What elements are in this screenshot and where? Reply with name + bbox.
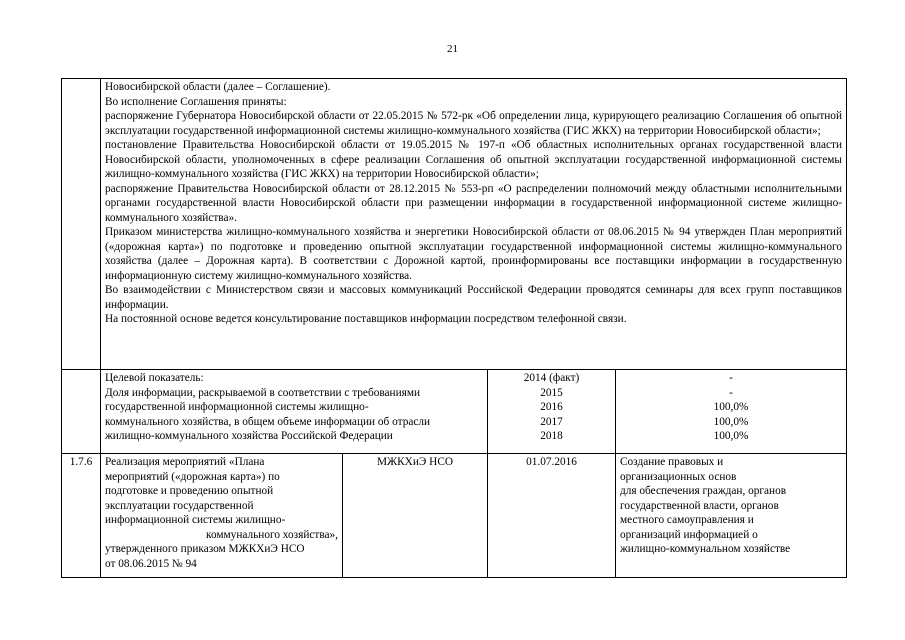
indicator-line: Доля информации, раскрываемой в соответствии с требованиями bbox=[105, 386, 421, 399]
years-cell bbox=[488, 370, 616, 454]
number-cell bbox=[62, 370, 101, 454]
values-cell bbox=[616, 370, 847, 454]
activity-cell bbox=[101, 454, 343, 578]
item-number: 1.7.6 bbox=[62, 454, 101, 578]
description-paragraph: постановление Правительства Новосибирской области от 19.05.2015 № 197-п «Об областных исполнительных органах государственной власти Новосибирской области, уполномоченных в сфере реализации Соглашения об опытной эксплуатации государственной информационной системы жилищно-коммунального хозяйства (ГИС ЖКХ) на территории Новосибирской области»; bbox=[105, 139, 843, 180]
description-paragraph: Новосибирской области (далее – Соглашение). bbox=[105, 81, 331, 93]
indicator-line: жилищно-коммунального хозяйства Российской Федерации bbox=[105, 430, 393, 442]
indicator-value: - bbox=[729, 386, 733, 399]
result-line: местного самоуправления и bbox=[620, 514, 754, 526]
description-cell bbox=[101, 79, 847, 370]
result-line: жилищно-коммунальном хозяйстве bbox=[620, 543, 791, 555]
indicator-line: коммунального хозяйства, в общем объеме информации об отрасли bbox=[105, 415, 431, 428]
table-row bbox=[62, 454, 847, 578]
activity-line: Реализация мероприятий «Плана bbox=[105, 456, 265, 468]
deadline-cell: 01.07.2016 bbox=[488, 454, 616, 578]
number-cell bbox=[62, 79, 101, 370]
year-label: 2014 (факт) bbox=[523, 372, 580, 384]
result-line: Создание правовых и bbox=[620, 456, 724, 468]
indicator-line: Целевой показатель: bbox=[105, 372, 204, 384]
year-label: 2018 bbox=[540, 430, 563, 442]
measures-table bbox=[61, 78, 847, 578]
activity-line: информационной системы жилищно- bbox=[105, 514, 286, 526]
description-paragraph: Приказом министерства жилищно-коммунального хозяйства и энергетики Новосибирской области от 08.06.2015 № 94 утвержден План мероприятий («дорожная карта») по подготовке и проведению опытной эксплуатации государственной информационной системы жилищно-коммунального хозяйства (далее – Дорожная карта). В соответствии с Дорожной картой, проинформированы все поставщики информации в государственную информационную систему жилищно-коммунального хозяйства. bbox=[105, 226, 843, 282]
table-row bbox=[62, 79, 847, 370]
page-number: 21 bbox=[447, 43, 458, 55]
activity-line: мероприятий («дорожная карта») по bbox=[105, 470, 280, 483]
activity-line: подготовке и проведению опытной bbox=[105, 485, 274, 497]
activity-line: от 08.06.2015 № 94 bbox=[105, 557, 197, 570]
indicator-line: государственной информационной системы жилищно- bbox=[105, 401, 369, 413]
table-row bbox=[62, 370, 847, 454]
activity-line: утвержденного приказом МЖКХиЭ НСО bbox=[105, 543, 305, 555]
year-label: 2017 bbox=[540, 415, 563, 428]
result-cell bbox=[616, 454, 847, 578]
activity-line: коммунального хозяйства», bbox=[206, 528, 338, 541]
activity-line: эксплуатации государственной bbox=[105, 499, 254, 512]
year-label: 2016 bbox=[540, 401, 563, 413]
description-paragraph: распоряжение Правительства Новосибирской области от 28.12.2015 № 553-рп «О распределении полномочий между областными исполнительными органами государственной власти Новосибирской области при размещении информации в государственной информационной системе жилищно-коммунального хозяйства». bbox=[105, 182, 843, 224]
indicator-value: 100,0% bbox=[713, 401, 749, 413]
result-line: организаций информацией о bbox=[620, 528, 758, 541]
result-line: государственной власти, органов bbox=[620, 499, 779, 512]
year-label: 2015 bbox=[540, 386, 563, 399]
result-line: для обеспечения граждан, органов bbox=[620, 485, 787, 497]
indicator-value: 100,0% bbox=[713, 430, 749, 442]
description-paragraph: На постоянной основе ведется консультирование поставщиков информации посредством телефонной связи. bbox=[105, 313, 627, 325]
executor-cell: МЖКХиЭ НСО bbox=[343, 454, 488, 578]
description-paragraph: Во взаимодействии с Министерством связи и массовых коммуникаций Российской Федерации проводятся семинары для всех групп поставщиков информации. bbox=[105, 284, 843, 311]
description-paragraph: Во исполнение Соглашения приняты: bbox=[105, 95, 287, 108]
indicator-value: - bbox=[729, 372, 733, 384]
indicator-value: 100,0% bbox=[713, 415, 749, 428]
result-line: организационных основ bbox=[620, 470, 737, 483]
description-paragraph: распоряжение Губернатора Новосибирской области от 22.05.2015 № 572-рк «Об определении лица, курирующего реализацию Соглашения об опытной эксплуатации государственной информационной системы жилищно-коммунального хозяйства (ГИС ЖКХ) на территории Новосибирской области»; bbox=[105, 110, 843, 137]
target-indicator-cell bbox=[101, 370, 488, 454]
